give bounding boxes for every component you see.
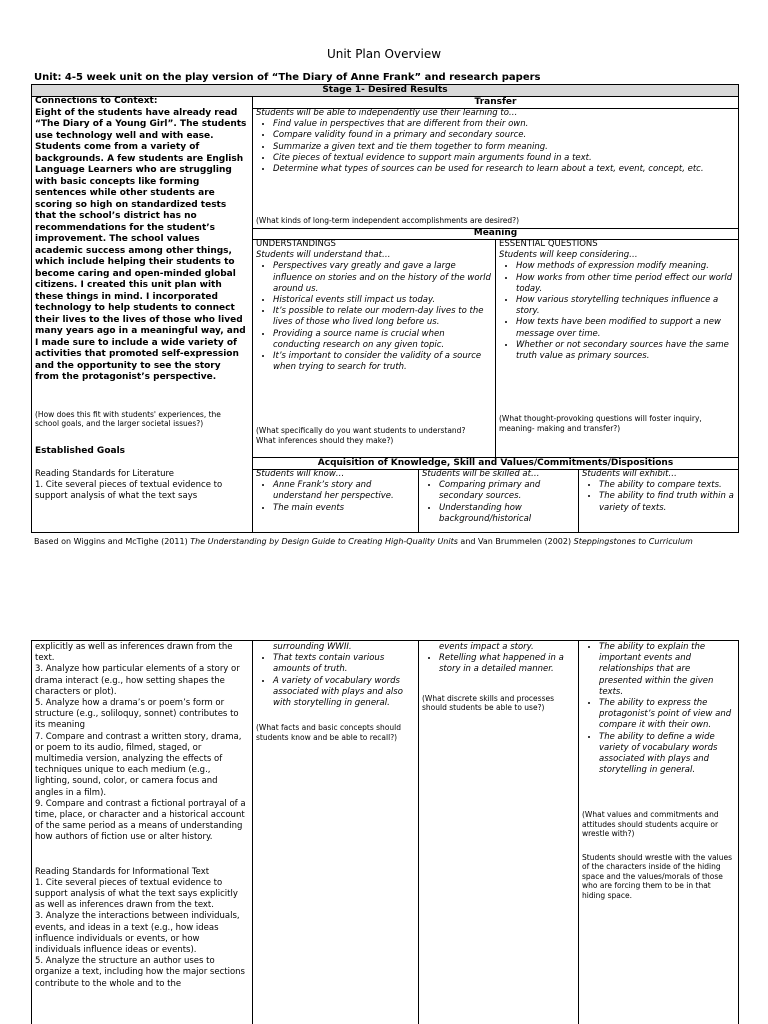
footer-book-2: Steppingstones to Curriculum <box>573 537 693 546</box>
understandings-intro: Students will understand that… <box>256 250 391 261</box>
lit-standard: 3. Analyze how particular elements of a story or drama interact (e.g., how setting shapes the characters or plot). <box>35 664 240 697</box>
exhibit-wrestle: Students should wrestle with the values of the characters inside of the hiding space and the values/morals of those who are forcing them to be in that hiding space. <box>582 852 733 900</box>
know-prompt: (What facts and basic concepts should students know and be able to recall?) <box>256 723 402 742</box>
questions-prompt: (What thought-provoking questions will foster inquiry, meaning- making and transfer?) <box>499 414 702 433</box>
understandings-prompt <box>256 426 491 445</box>
lit-standard: 9. Compare and contrast a fictional portrayal of a time, place, or character and a historical account of the same period as a means of understanding how authors of fiction use or alter history. <box>35 798 246 843</box>
understandings-prompt-1: (What specifically do you want students to understand? <box>256 426 466 435</box>
lit-standards-heading: Reading Standards for Literature <box>35 469 175 479</box>
divider <box>578 640 579 1024</box>
divider <box>418 469 419 533</box>
stage-1-header: Stage 1- Desired Results <box>32 85 738 96</box>
know-item: • A variety of vocabulary words associated with plays and also with storytelling in general. <box>273 676 414 710</box>
context-heading: Connections to Context: <box>35 96 158 106</box>
goals-continued <box>35 642 247 990</box>
transfer-item: • Cite pieces of textual evidence to support main arguments found in a text. <box>273 153 734 164</box>
footer-pre: Based on Wiggins and McTighe (2011) <box>34 537 191 546</box>
skilled-prompt: (What discrete skills and processes should students be able to use?) <box>422 693 554 713</box>
lit-standard-1: 1. Cite several pieces of textual evidence to support analysis of what the text says <box>35 480 223 502</box>
divider <box>495 239 496 457</box>
question-item: • How various storytelling techniques influence a story. <box>516 295 735 317</box>
understandings-prompt-2: What inferences should they make?) <box>256 435 394 445</box>
lit-standard: 7. Compare and contrast a written story, drama, or poem to its audio, filmed, staged, or multimedia version, analyzing the effects of techniques unique to each medium (e.g., lighting, sound, color, or camera focus and angles in a film). <box>35 731 242 798</box>
understanding-item: • Historical events still impact us today. <box>273 295 491 306</box>
lit-standard: explicitly as well as inferences drawn from the text. <box>35 642 233 664</box>
context-section <box>35 96 247 503</box>
exhibit-item: • The ability to express the protagonist’s point of view and compare it with their own. <box>599 698 735 732</box>
transfer-prompt: (What kinds of long-term independent accomplishments are desired?) <box>256 216 520 225</box>
skilled-intro: Students will be skilled at… <box>422 469 540 479</box>
exhibit-intro: Students will exhibit… <box>582 469 677 479</box>
questions-section <box>499 239 735 362</box>
know-intro: Students will know… <box>256 469 345 479</box>
unit-description: Unit: 4-5 week unit on the play version of “The Diary of Anne Frank” and research papers <box>34 72 541 83</box>
page-2 <box>0 640 768 1024</box>
exhibit-item: • The ability to define a wide variety of vocabulary words associated with plays and storytelling in general. <box>599 732 735 777</box>
exhibit-item: • The ability to explain the important events and relationships that are presented within the given texts. <box>599 642 735 698</box>
transfer-item: • Summarize a given text and tie them together to form meaning. <box>273 142 734 153</box>
understanding-item: • Providing a source name is crucial when conducting research on any given topic. <box>273 329 491 351</box>
questions-intro: Students will keep considering… <box>499 250 638 261</box>
know-continued-text: surrounding WWII. <box>273 642 352 652</box>
transfer-section <box>256 108 734 175</box>
know-continued <box>256 642 414 742</box>
exhibit-item: • The ability to find truth within a variety of texts. <box>599 491 735 513</box>
footer-mid: and Van Brummelen (2002) <box>457 537 574 546</box>
skilled-item: • Understanding how background/historical <box>439 503 575 525</box>
info-standard: 1. Cite several pieces of textual evidence to support analysis of what the text says explicitly as well as inferences drawn from the text. <box>35 877 238 911</box>
info-standards-heading: Reading Standards for Informational Text <box>35 866 210 877</box>
know-section <box>256 469 414 514</box>
skilled-continued <box>422 642 575 713</box>
skilled-section <box>422 469 575 525</box>
divider <box>31 640 32 1024</box>
question-item: • How works from other time period effect our world today. <box>516 273 735 295</box>
question-item: • How methods of expression modify meaning. <box>516 261 735 272</box>
understanding-item: • It’s important to consider the validity of a source when trying to search for truth. <box>273 351 491 373</box>
transfer-header: Transfer <box>474 97 517 107</box>
context-body: Eight of the students have already read “The Diary of a Young Girl”. The students use technology well and with ease. Students come from a variety of backgrounds. A few students are English Language Learners who are struggling with basic concepts like forming sentences while other students are scoring so high on standardized tests that the school’s district has no recommendations for the student’s improvement. The school values academic success among other things, which include helping their students to become caring and open-minded global citizens. I created this unit plan with these things in mind. I incorporated technology to help students to connect their lives to the lives of those who lived many years ago in a meaningful way, and I made sure to include a wide variety of activities that promoted self-expression and the opportunity to see the story from the protagonist’s perspective. <box>35 107 247 382</box>
acquisition-header: Acquisition of Knowledge, Skill and Values/Commitments/Dispositions <box>317 458 674 468</box>
transfer-item: • Determine what types of sources can be used for research to learn about a text, event, concept, etc. <box>273 164 734 175</box>
meaning-header: Meaning <box>473 228 518 238</box>
question-item: • How texts have been modified to support a new message over time. <box>516 317 735 339</box>
info-standard: 3. Analyze the interactions between individuals, events, and ideas in a text (e.g., how ideas influence individuals or events, or how individuals influence ideas or events). <box>35 911 240 956</box>
understanding-item: • Perspectives vary greatly and gave a large influence on stories and on the history of the world around us. <box>273 261 491 295</box>
question-item: • Whether or not secondary sources have the same truth value as primary sources. <box>516 340 735 362</box>
footer-citation <box>34 537 738 548</box>
info-standard: 5. Analyze the structure an author uses to organize a text, including how the major sections contribute to the whole and to the <box>35 956 245 989</box>
know-item: • The main events <box>273 503 414 514</box>
know-item: • Anne Frank’s story and understand her perspective. <box>273 480 414 502</box>
transfer-item: • Compare validity found in a primary and secondary source. <box>273 130 734 141</box>
understandings-label: UNDERSTANDINGS <box>256 239 336 249</box>
skilled-continued-text: events impact a story. <box>439 642 534 652</box>
transfer-item: • Find value in perspectives that are different from their own. <box>273 119 734 130</box>
exhibit-section <box>582 469 735 514</box>
page-title: Unit Plan Overview <box>326 47 442 61</box>
exhibit-prompt: (What values and commitments and attitudes should students acquire or wrestle with?) <box>582 810 719 839</box>
footer-book-1: The Understanding by Design Guide to Creating High-Quality Units <box>190 537 458 546</box>
goals-heading: Established Goals <box>35 445 126 456</box>
divider <box>738 640 739 1024</box>
divider <box>578 469 579 533</box>
divider <box>418 640 419 1024</box>
divider <box>252 640 253 1024</box>
context-prompt: (How does this fit with students' experiences, the school goals, and the larger societal issues?) <box>35 409 221 428</box>
know-item: • That texts contain various amounts of truth. <box>273 653 414 675</box>
understandings-section <box>256 239 491 373</box>
questions-label: ESSENTIAL QUESTIONS <box>499 239 598 249</box>
exhibit-item: • The ability to compare texts. <box>599 480 735 491</box>
lit-standard: 5. Analyze how a drama’s or poem’s form or structure (e.g., soliloquy, sonnet) contributes to its meaning <box>35 698 239 731</box>
understanding-item: • It’s possible to relate our modern-day lives to the lives of those who lived long before us. <box>273 306 491 328</box>
divider <box>31 640 739 641</box>
exhibit-continued <box>582 642 735 900</box>
skilled-item: • Retelling what happened in a story in a detailed manner. <box>439 653 575 675</box>
skilled-item: • Comparing primary and secondary sources. <box>439 480 575 502</box>
transfer-intro: Students will be able to independently use their learning to… <box>256 108 518 118</box>
